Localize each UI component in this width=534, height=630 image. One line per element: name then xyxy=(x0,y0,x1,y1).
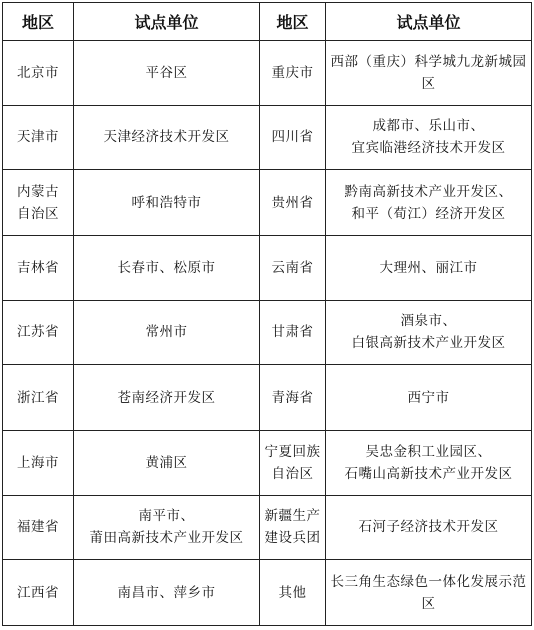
table-row xyxy=(3,105,532,170)
pilot-unit-text: 黔南高新技术产业开发区、 和平（荀江）经济开发区 xyxy=(344,183,513,222)
header-pilot-unit-left: 试点单位 xyxy=(74,3,260,41)
pilot-unit-cell xyxy=(74,300,260,365)
region-text: 江苏省 xyxy=(17,324,59,341)
region-cell xyxy=(3,560,74,626)
region-cell xyxy=(260,170,326,236)
region-cell xyxy=(3,495,74,560)
pilot-unit-text: 西部（重庆）科学城九龙新城园区 xyxy=(330,53,527,92)
pilot-unit-text: 石河子经济技术开发区 xyxy=(358,519,499,536)
region-text: 新疆生产 建设兵团 xyxy=(264,508,321,547)
region-text: 贵州省 xyxy=(271,194,314,211)
region-text: 福建省 xyxy=(17,519,59,536)
pilot-unit-text: 常州市 xyxy=(145,324,188,341)
pilot-unit-text: 平谷区 xyxy=(145,64,188,81)
region-cell xyxy=(3,170,74,236)
region-text: 天津市 xyxy=(17,129,59,146)
pilot-unit-cell xyxy=(326,41,532,106)
pilot-unit-cell xyxy=(74,431,260,496)
pilot-unit-cell xyxy=(326,431,532,496)
pilot-units-table xyxy=(2,2,532,626)
region-text: 浙江省 xyxy=(17,389,59,406)
pilot-unit-cell xyxy=(326,495,532,560)
pilot-unit-text: 西宁市 xyxy=(407,389,450,406)
region-text: 江西省 xyxy=(17,584,59,601)
region-cell xyxy=(3,236,74,301)
region-cell xyxy=(3,365,74,431)
region-text: 宁夏回族 自治区 xyxy=(264,443,321,482)
pilot-unit-text: 大理州、丽江市 xyxy=(379,259,478,276)
region-cell xyxy=(3,105,74,170)
region-cell xyxy=(260,365,326,431)
pilot-unit-cell xyxy=(326,560,532,626)
region-text: 重庆市 xyxy=(271,64,314,81)
pilot-unit-cell xyxy=(74,365,260,431)
pilot-unit-text: 长春市、松原市 xyxy=(117,259,216,276)
table-row xyxy=(3,300,532,365)
region-cell xyxy=(260,41,326,106)
region-cell xyxy=(3,431,74,496)
pilot-unit-cell xyxy=(326,236,532,301)
region-cell xyxy=(3,41,74,106)
region-cell xyxy=(260,431,326,496)
pilot-unit-cell xyxy=(74,105,260,170)
pilot-unit-cell xyxy=(74,170,260,236)
pilot-unit-text: 长三角生态绿色一体化发展示范区 xyxy=(330,573,527,612)
pilot-unit-text: 呼和浩特市 xyxy=(131,194,202,211)
region-text: 上海市 xyxy=(17,454,59,471)
pilot-unit-cell xyxy=(74,236,260,301)
pilot-unit-cell xyxy=(74,560,260,626)
region-cell xyxy=(260,300,326,365)
header-region-left: 地区 xyxy=(3,3,74,41)
pilot-unit-text: 南平市、 莆田高新技术产业开发区 xyxy=(89,508,244,547)
header-region-right: 地区 xyxy=(260,3,326,41)
region-text: 云南省 xyxy=(271,259,314,276)
pilot-unit-cell xyxy=(326,365,532,431)
pilot-unit-text: 天津经济技术开发区 xyxy=(103,129,230,146)
region-text: 甘肃省 xyxy=(271,324,314,341)
region-text: 北京市 xyxy=(17,64,59,81)
pilot-unit-text: 南昌市、萍乡市 xyxy=(117,584,216,601)
pilot-unit-cell xyxy=(326,105,532,170)
pilot-unit-cell xyxy=(74,495,260,560)
region-cell xyxy=(260,105,326,170)
table-row xyxy=(3,495,532,560)
pilot-unit-cell xyxy=(326,300,532,365)
region-cell xyxy=(3,300,74,365)
region-text: 内蒙古 自治区 xyxy=(17,183,59,222)
table-row xyxy=(3,170,532,236)
region-text: 吉林省 xyxy=(17,259,59,276)
table-row xyxy=(3,236,532,301)
table-row xyxy=(3,431,532,496)
pilot-unit-text: 黄浦区 xyxy=(145,454,188,471)
pilot-unit-text: 成都市、乐山市、 宜宾临港经济技术开发区 xyxy=(351,118,506,157)
region-text: 青海省 xyxy=(271,389,314,406)
header-pilot-unit-right: 试点单位 xyxy=(326,3,532,41)
pilot-unit-text: 酒泉市、 白银高新技术产业开发区 xyxy=(351,313,506,352)
region-cell xyxy=(260,560,326,626)
region-cell xyxy=(260,236,326,301)
table-row xyxy=(3,41,532,106)
pilot-unit-cell xyxy=(326,170,532,236)
table-row xyxy=(3,560,532,626)
pilot-unit-text: 苍南经济开发区 xyxy=(117,389,216,406)
region-cell xyxy=(260,495,326,560)
pilot-unit-text: 吴忠金积工业园区、 石嘴山高新技术产业开发区 xyxy=(344,443,513,482)
table-header-row xyxy=(3,3,532,41)
region-text: 四川省 xyxy=(271,129,314,146)
region-text: 其他 xyxy=(278,584,307,601)
pilot-unit-cell xyxy=(74,41,260,106)
table-row xyxy=(3,365,532,431)
